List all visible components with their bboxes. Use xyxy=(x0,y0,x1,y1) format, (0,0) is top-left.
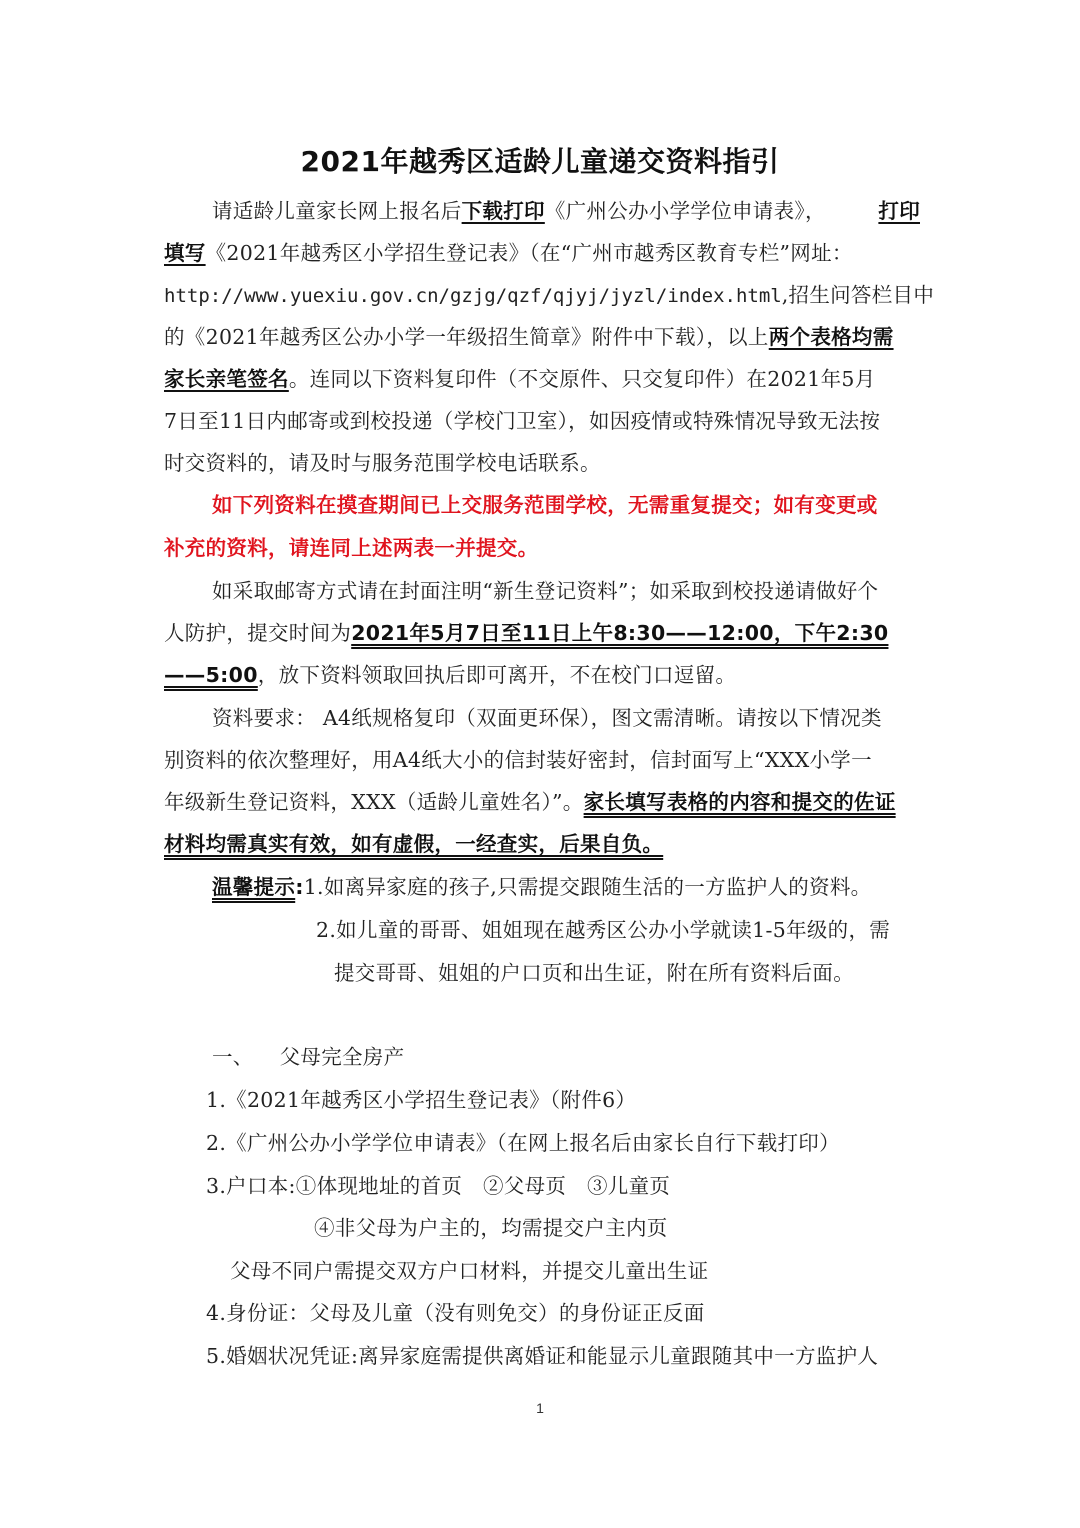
section-1-item-3-note: 父母不同户需提交双方户口材料，并提交儿童出生证 xyxy=(230,1259,709,1283)
section-1-item-2: 2.《广州公办小学学位申请表》（在网上报名后由家长自行下载打印） xyxy=(206,1131,840,1155)
download-print-emphasis: 下载打印 xyxy=(461,199,545,223)
delivery-line-3 xyxy=(164,660,920,690)
document-title: 2021年越秀区适龄儿童递交资料指引 xyxy=(300,145,780,178)
section-title: 父母完全房产 xyxy=(279,1045,405,1069)
intro-line-2 xyxy=(164,238,920,268)
website-url[interactable]: http://www.yuexiu.gov.cn/gzjg/qzf/qjyj/jyzl/index.html xyxy=(164,285,782,307)
intro-text: 。连同以下资料复印件（不交原件、只交复印件）在2021年5月 xyxy=(288,367,876,391)
intro-line-6: 7日至11日内邮寄或到校投递（学校门卫室），如因疫情或特殊情况导致无法按 xyxy=(164,409,881,433)
submission-time-emphasis: 2021年5月7日至11日上午8:30——12:00，下午2:30 xyxy=(351,621,889,645)
intro-text: ,招生问答栏目中 xyxy=(781,283,935,307)
fill-emphasis: 填写 xyxy=(164,241,206,265)
tip-1: 1.如离异家庭的孩子,只需提交跟随生活的一方监护人的资料。 xyxy=(303,875,872,899)
tips-label: 温馨提示 xyxy=(212,875,296,899)
intro-line-1 xyxy=(164,196,920,226)
intro-line-7: 时交资料的，请及时与服务范围学校电话联系。 xyxy=(164,451,601,475)
signature-emphasis: 两个表格均需 xyxy=(768,325,894,349)
intro-text: 的《2021年越秀区公办小学一年级招生简章》附件中下载），以上 xyxy=(164,325,769,349)
intro-text: 《广州公办小学学位申请表》， xyxy=(544,199,826,223)
red-notice-line-1: 如下列资料在摸查期间已上交服务范围学校，无需重复提交；如有变更或 xyxy=(212,493,878,517)
intro-text: 请适龄儿童家长网上报名后 xyxy=(212,199,462,223)
section-1-item-5: 5.婚姻状况凭证:离异家庭需提供离婚证和能显示儿童跟随其中一方监护人 xyxy=(206,1344,879,1368)
intro-line-3 xyxy=(164,280,935,311)
section-number: 一、 xyxy=(212,1045,254,1069)
tips-line-1 xyxy=(212,872,920,902)
tips-colon: : xyxy=(295,875,304,899)
requirements-line-1: 资料要求： A4纸规格复印（双面更环保），图文需清晰。请按以下情况类 xyxy=(212,706,882,730)
requirements-text: 年级新生登记资料，XXX（适龄儿童姓名）”。 xyxy=(164,790,584,814)
tips-line-2: 2.如儿童的哥哥、姐姐现在越秀区公办小学就读1-5年级的，需 xyxy=(316,918,891,942)
authenticity-emphasis: 家长填写表格的内容和提交的佐证 xyxy=(583,790,896,814)
signature-emphasis: 家长亲笔签名 xyxy=(164,367,289,391)
requirements-line-3 xyxy=(164,787,920,817)
section-1-item-3-sub: ④非父母为户主的，均需提交户主内页 xyxy=(314,1216,668,1240)
intro-line-5 xyxy=(164,364,920,394)
intro-text: 《2021年越秀区小学招生登记表》（在“广州市越秀区教育专栏”网址： xyxy=(205,241,853,265)
tips-line-3: 提交哥哥、姐姐的户口页和出生证，附在所有资料后面。 xyxy=(334,961,854,985)
delivery-text: 人防护，提交时间为 xyxy=(164,621,352,645)
print-emphasis: 打印 xyxy=(878,199,920,223)
delivery-text: ，放下资料领取回执后即可离开，不在校门口逗留。 xyxy=(257,663,737,687)
intro-line-4 xyxy=(164,322,920,352)
section-1-item-3: 3.户口本:①体现地址的首页 ②父母页 ③儿童页 xyxy=(206,1174,671,1198)
page-number: 1 xyxy=(536,1400,544,1416)
section-1-item-4: 4.身份证：父母及儿童（没有则免交）的身份证正反面 xyxy=(206,1301,705,1325)
submission-time-emphasis: ——5:00 xyxy=(164,663,258,687)
requirements-line-4: 材料均需真实有效，如有虚假，一经查实，后果自负。 xyxy=(164,832,664,856)
section-1-heading xyxy=(212,1042,968,1072)
requirements-line-2: 别资料的依次整理好，用A4纸大小的信封装好密封，信封面写上“XXX小学一 xyxy=(164,748,872,772)
section-1-item-1: 1.《2021年越秀区小学招生登记表》（附件6） xyxy=(206,1088,637,1112)
delivery-line-2 xyxy=(164,618,920,648)
delivery-line-1: 如采取邮寄方式请在封面注明“新生登记资料”；如采取到校投递请做好个 xyxy=(212,579,879,603)
red-notice-line-2: 补充的资料，请连同上述两表一并提交。 xyxy=(164,536,539,560)
